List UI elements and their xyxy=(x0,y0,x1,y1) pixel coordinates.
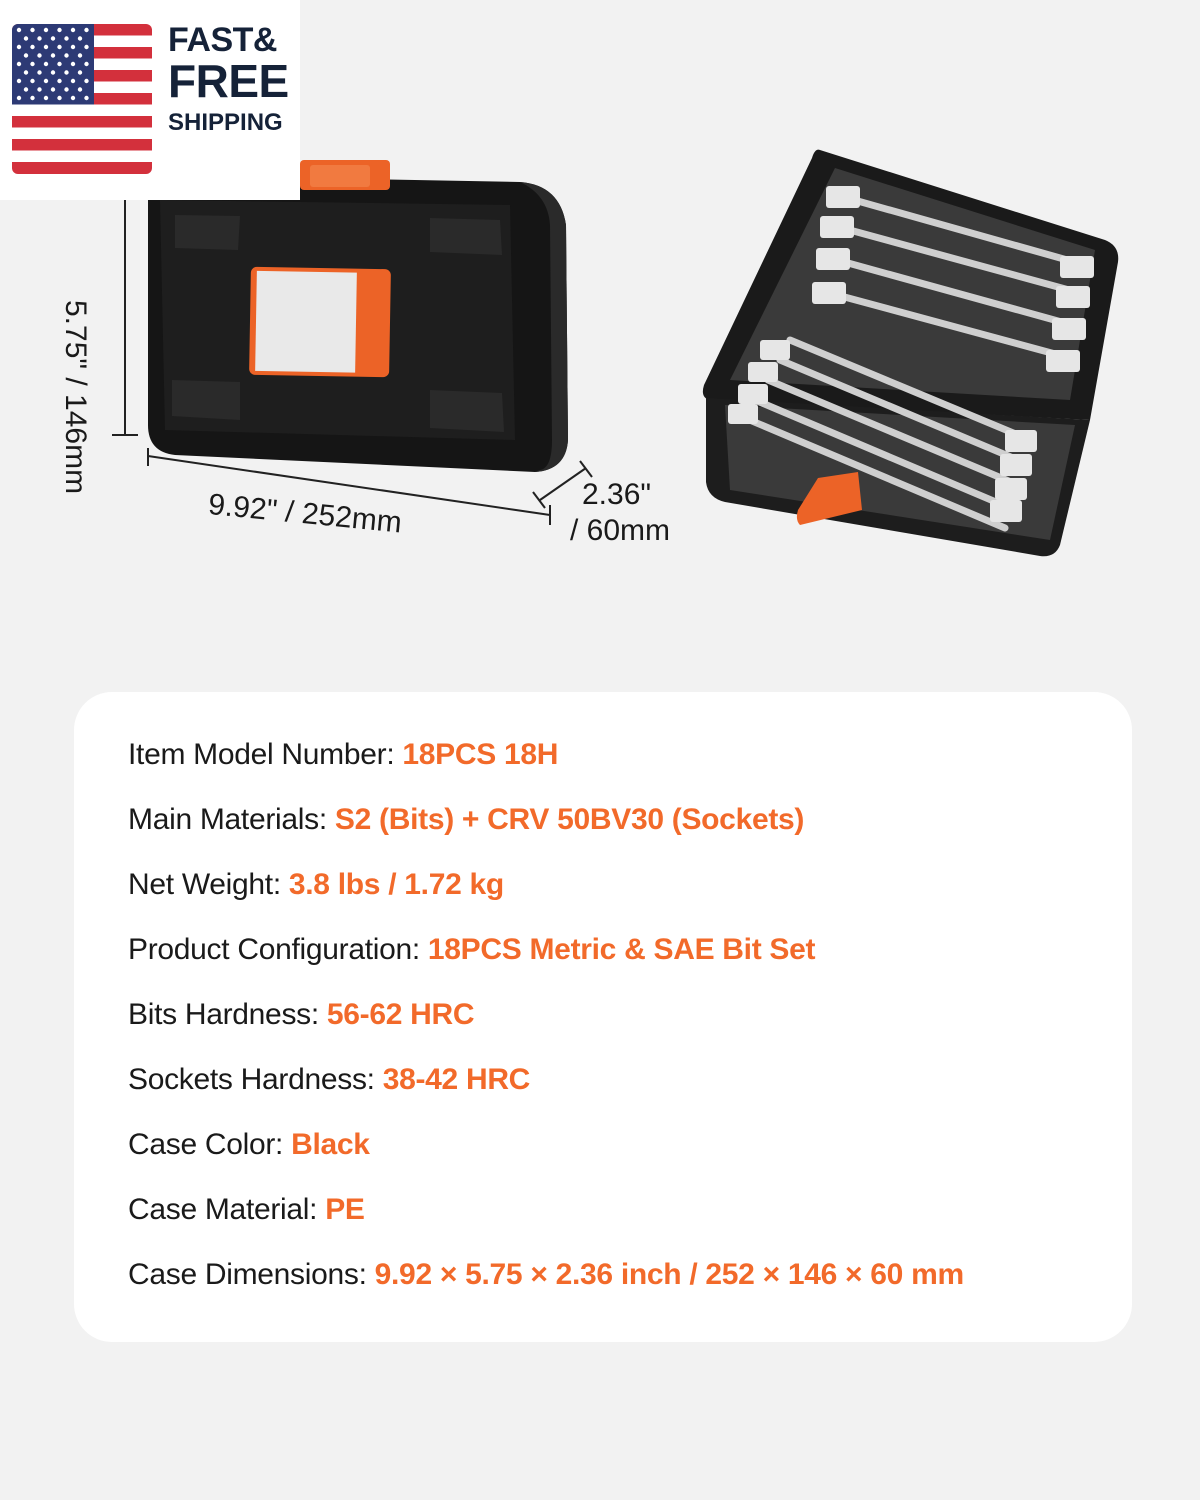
flag-star xyxy=(64,70,68,74)
flag-star xyxy=(57,45,61,49)
flag-star xyxy=(84,62,88,66)
flag-star xyxy=(17,79,21,83)
depth-dimension-label-mm: / 60mm xyxy=(570,514,671,547)
spec-value: 3.8 lbs / 1.72 kg xyxy=(288,868,504,901)
spec-label: Case Dimensions: xyxy=(128,1258,367,1291)
flag-star xyxy=(44,79,48,83)
flag-star xyxy=(17,45,21,49)
flag-star xyxy=(30,62,34,66)
spec-label: Product Configuration: xyxy=(128,933,420,966)
closed-case xyxy=(148,160,568,472)
flag-star xyxy=(71,45,75,49)
flag-star xyxy=(84,96,88,100)
flag-star xyxy=(37,36,41,40)
spec-value: Black xyxy=(291,1128,370,1161)
shipping-badge xyxy=(0,0,300,200)
badge-line-shipping: SHIPPING xyxy=(168,109,283,136)
flag-star xyxy=(57,62,61,66)
flag-star xyxy=(51,70,55,74)
flag-star xyxy=(64,36,68,40)
flag-star xyxy=(30,79,34,83)
flag-star xyxy=(24,70,28,74)
spec-label: Case Material: xyxy=(128,1193,318,1226)
flag-star xyxy=(24,87,28,91)
us-flag-icon xyxy=(12,24,152,174)
spec-label: Item Model Number: xyxy=(128,738,395,771)
flag-star xyxy=(57,96,61,100)
width-dimension-label: 9.92" / 252mm xyxy=(206,488,404,540)
flag-star xyxy=(30,96,34,100)
height-dimension-label: 5.75" / 146mm xyxy=(59,300,92,495)
spec-label: Bits Hardness: xyxy=(128,998,319,1031)
depth-dimension-label-inch: 2.36" xyxy=(582,478,652,511)
flag-star xyxy=(44,62,48,66)
badge-line-free: FREE xyxy=(168,55,289,107)
flag-star xyxy=(17,62,21,66)
flag-star xyxy=(71,62,75,66)
spec-value: 38-42 HRC xyxy=(382,1063,531,1096)
flag-star xyxy=(57,79,61,83)
spec-label: Case Color: xyxy=(128,1128,284,1161)
flag-star xyxy=(37,53,41,57)
flag-star xyxy=(84,79,88,83)
spec-row-bits-hardness xyxy=(128,998,474,1032)
flag-star xyxy=(78,36,82,40)
flag-star xyxy=(64,53,68,57)
badge-line-fast: FAST& xyxy=(168,21,277,59)
spec-value: 9.92 × 5.75 × 2.36 inch / 252 × 146 × 60 mm xyxy=(374,1258,964,1291)
flag-star xyxy=(84,45,88,49)
flag-star xyxy=(71,28,75,32)
spec-label: Sockets Hardness: xyxy=(128,1063,375,1096)
spec-row-case-color xyxy=(128,1128,370,1162)
spec-value: 56-62 HRC xyxy=(326,998,475,1031)
flag-star xyxy=(51,53,55,57)
spec-value: 18PCS 18H xyxy=(402,738,559,771)
flag-star xyxy=(84,28,88,32)
flag-star xyxy=(30,45,34,49)
flag-star xyxy=(78,53,82,57)
flag-star xyxy=(24,36,28,40)
flag-star xyxy=(57,28,61,32)
spec-row-model xyxy=(128,738,558,772)
flag-star xyxy=(78,70,82,74)
spec-row-materials xyxy=(128,803,804,837)
flag-star xyxy=(37,87,41,91)
flag-star xyxy=(51,36,55,40)
flag-star xyxy=(51,87,55,91)
flag-star xyxy=(17,28,21,32)
flag-star xyxy=(71,79,75,83)
spec-label: Main Materials: xyxy=(128,803,327,836)
spec-row-case-material xyxy=(128,1193,365,1227)
flag-star xyxy=(30,28,34,32)
shipping-text xyxy=(168,22,289,140)
open-case xyxy=(703,150,1118,557)
flag-star xyxy=(44,28,48,32)
flag-star xyxy=(44,96,48,100)
flag-star xyxy=(24,53,28,57)
flag-star xyxy=(44,45,48,49)
flag-star xyxy=(17,96,21,100)
spec-row-configuration xyxy=(128,933,815,967)
specifications-card xyxy=(74,692,1132,1342)
flag-star xyxy=(64,87,68,91)
spec-value: 18PCS Metric & SAE Bit Set xyxy=(427,933,816,966)
spec-value: S2 (Bits) + CRV 50BV30 (Sockets) xyxy=(334,803,805,836)
case-brand-label xyxy=(249,267,391,377)
spec-value: PE xyxy=(325,1193,365,1226)
spec-label: Net Weight: xyxy=(128,868,281,901)
spec-row-weight xyxy=(128,868,504,902)
flag-star xyxy=(71,96,75,100)
flag-star xyxy=(37,70,41,74)
flag-star xyxy=(78,87,82,91)
spec-row-sockets-hardness xyxy=(128,1063,530,1097)
spec-row-case-dimensions xyxy=(128,1258,964,1292)
